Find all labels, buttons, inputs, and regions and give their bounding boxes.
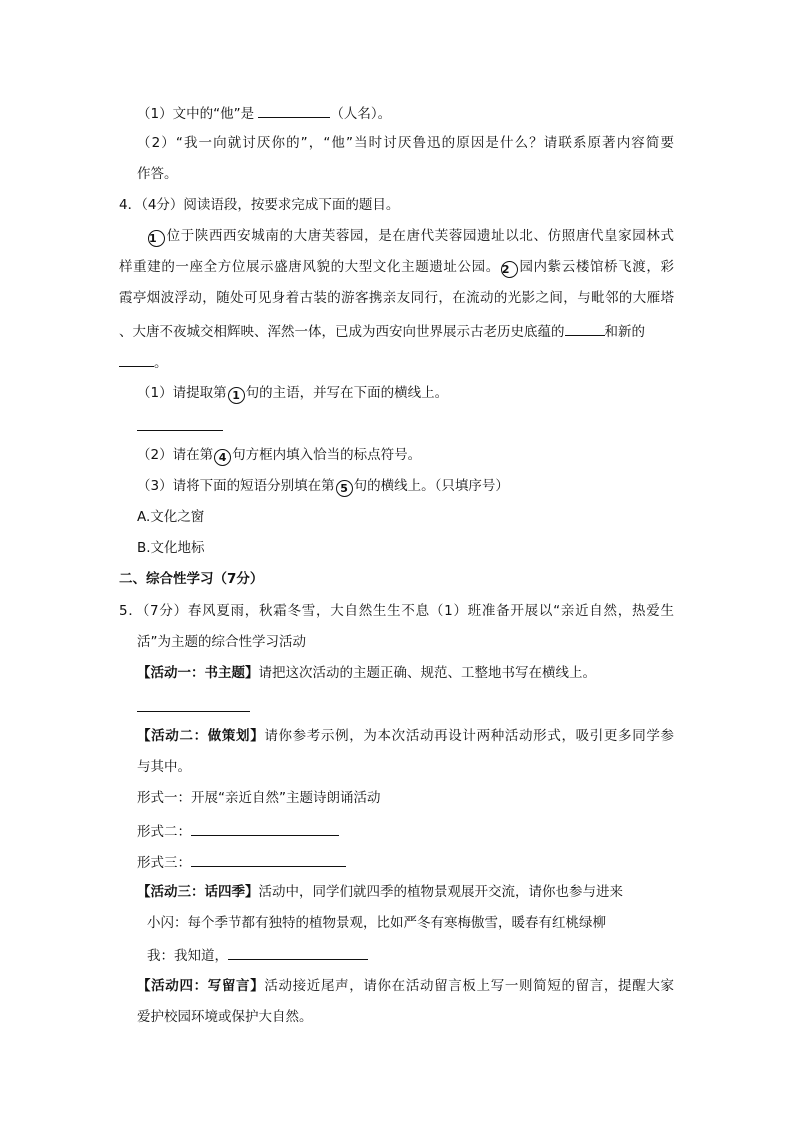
q5-form2-label: 形式二： <box>137 824 191 840</box>
q4-sub3 <box>137 476 509 497</box>
q3-sub2-line1: （2）“我一向就讨厌你的”，“他”当时讨厌鲁迅的原因是什么？请联系原著内容简要 <box>137 135 674 151</box>
q4-sub2 <box>137 445 421 466</box>
q5-form2 <box>137 820 339 842</box>
q5-activity1-text: 请把这次活动的主题正确、规范、工整地书写在横线上。 <box>258 665 596 681</box>
q4-header: 4．（4分）阅读语段，按要求完成下面的题目。 <box>119 197 400 213</box>
q5-dialog-me-answer-blank[interactable] <box>228 944 368 960</box>
q4-sub1-answer-blank[interactable] <box>137 429 223 431</box>
q4-para-line2 <box>119 257 674 278</box>
q5-activity2-text: 请你参考示例，为本次活动再设计两种活动形式，吸引更多同学参 <box>264 728 675 744</box>
q5-line2: 活”为主题的综合性学习活动 <box>137 634 306 650</box>
q4-para-text5: 。 <box>154 355 168 371</box>
q4-sub3-post: 句的横线上。（只填序号） <box>353 478 509 494</box>
q5-form2-answer-blank[interactable] <box>191 820 339 836</box>
q4-para-text4b: 和新的 <box>604 324 645 340</box>
q5-activity2 <box>137 726 674 746</box>
circled-number-5-icon: 5 <box>336 480 353 497</box>
q5-line1: 5．（7分）春风夏雨，秋霜冬雪，大自然生生不息（1）班准备开展以“亲近自然，热爱生 <box>119 603 674 619</box>
q4-para-line5 <box>119 351 168 373</box>
q4-para-blank1[interactable] <box>565 320 605 336</box>
q4-sub2-post: 句方框内填入恰当的标点符号。 <box>232 447 422 463</box>
q4-para-text2b: 园内紫云楼馆桥飞渡，彩 <box>518 259 675 275</box>
q5-activity3-tag: 【活动三：话四季】 <box>137 884 259 900</box>
q5-dialog-me-text: 我：我知道， <box>147 948 228 964</box>
q4-para-blank2[interactable] <box>119 351 154 367</box>
q4-sub1 <box>137 383 448 404</box>
q3-sub1-answer-blank[interactable] <box>258 102 330 118</box>
q5-form3-label: 形式三： <box>137 855 191 871</box>
q4-sub1-pre: （1）请提取第 <box>137 385 227 401</box>
circled-number-4-icon: 4 <box>214 449 231 466</box>
circled-number-1-icon: 1 <box>228 387 245 404</box>
q4-sub2-pre: （2）请在第 <box>137 447 214 463</box>
section2-title: 二、综合性学习（7分） <box>119 571 264 587</box>
q4-sub3-pre: （3）请将下面的短语分别填在第 <box>137 478 335 494</box>
q3-sub1 <box>137 102 391 124</box>
q5-activity1 <box>137 663 596 683</box>
q3-sub2-line2: 作答。 <box>137 166 178 182</box>
circled-number-2-icon: 2 <box>501 261 518 278</box>
q4-para-text4a: 、大唐不夜城交相辉映、浑然一体，已成为西安向世界展示古老历史底蕴的 <box>119 324 565 340</box>
q5-dialog-me <box>147 944 368 966</box>
circled-number-1-icon: 1 <box>148 230 165 247</box>
q5-activity3 <box>137 882 623 902</box>
q3-sub1-pre: （1）文中的“他”是 <box>137 106 259 122</box>
q5-activity3-text: 活动中，同学们就四季的植物景观展开交流，请你也参与进来 <box>258 884 623 900</box>
q4-para-line3: 霞亭烟波浮动，随处可见身着古装的游客携亲友同行，在流动的光影之间，与毗邻的大雁塔 <box>119 290 674 306</box>
q4-para-line1 <box>147 226 674 247</box>
q5-activity4-tag: 【活动四：写留言】 <box>137 978 265 994</box>
q5-activity4-line2: 爱护校园环境或保护大自然。 <box>137 1009 313 1025</box>
q4-option-b: B.文化地标 <box>137 540 205 556</box>
q3-sub1-post: （人名）。 <box>330 106 392 122</box>
q5-activity1-tag: 【活动一：书主题】 <box>137 665 259 681</box>
q5-form3-answer-blank[interactable] <box>191 851 346 867</box>
q5-activity4-text: 活动接近尾声，请你在活动留言板上写一则简短的留言，提醒大家 <box>264 978 675 994</box>
q4-para-line4 <box>119 320 645 342</box>
q5-dialog-xiaomin: 小闪：每个季节都有独特的植物景观，比如严冬有寒梅傲雪，暖春有红桃绿柳 <box>147 915 606 931</box>
q4-para-text2: 样重建的一座全方位展示盛唐风貌的大型文化主题遗址公园。 <box>119 259 500 275</box>
q4-para-text1: 位于陕西西安城南的大唐芙蓉园，是在唐代芙蓉园遗址以北、仿照唐代皇家园林式 <box>166 228 674 244</box>
q5-activity2-tag: 【活动二：做策划】 <box>137 728 265 744</box>
q5-form3 <box>137 851 346 873</box>
q5-activity4 <box>137 976 674 996</box>
q5-activity1-answer-blank[interactable] <box>137 710 250 712</box>
q5-activity2-line2: 与其中。 <box>137 759 191 775</box>
q5-form1: 形式一：开展“亲近自然”主题诗朗诵活动 <box>137 790 381 806</box>
q4-sub1-post: 句的主语，并写在下面的横线上。 <box>245 385 449 401</box>
q4-option-a: A.文化之窗 <box>137 509 205 525</box>
